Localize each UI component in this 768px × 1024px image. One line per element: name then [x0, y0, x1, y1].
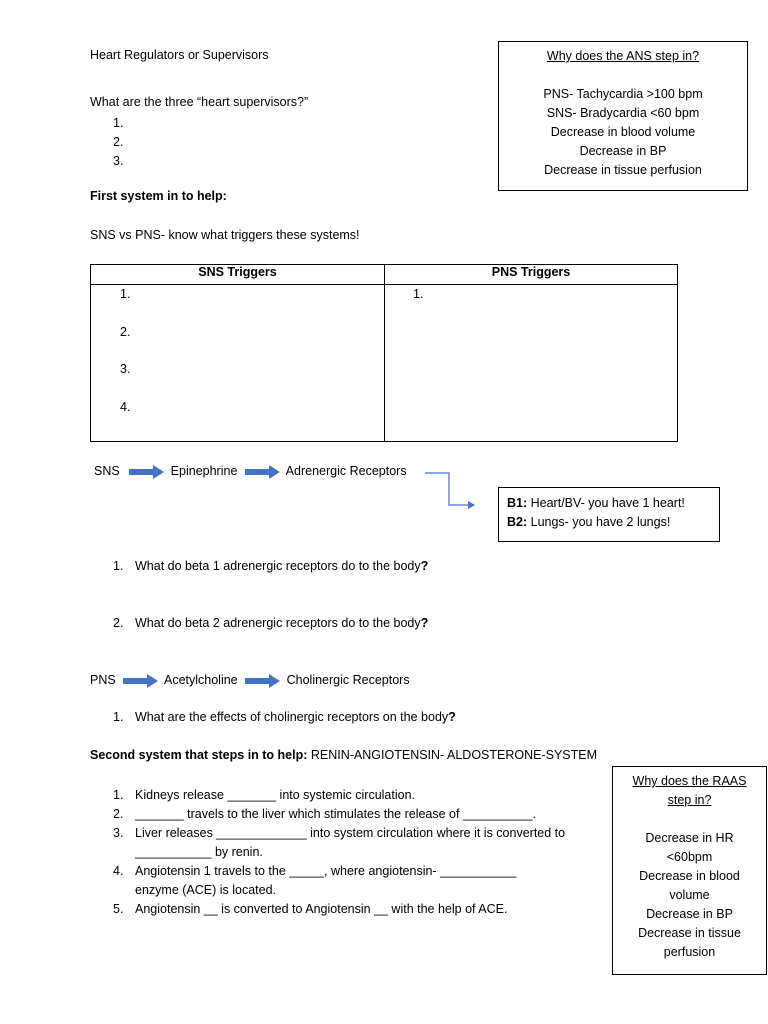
receptor-box — [498, 487, 720, 542]
list-number: 2. — [113, 616, 124, 630]
supervisors-question: What are the three “heart supervisors?” — [90, 95, 309, 109]
list-item: 5. Angiotensin __ is converted to Angiotensin __ with the help of ACE. — [113, 902, 508, 916]
list-item: ___________ by renin. — [135, 845, 263, 859]
sns-flow-middle: Epinephrine — [170, 464, 238, 478]
raas-box-title: Why does the RAAS — [632, 774, 747, 788]
right-arrow-icon — [245, 674, 281, 688]
b1-text: Heart/BV- you have 1 heart! — [527, 496, 685, 510]
list-item: 1. — [113, 116, 124, 130]
list-item: 2. — [113, 135, 124, 149]
list-item: 1. Kidneys release _______ into systemic circulation. — [113, 788, 416, 802]
sns-flow-end: Adrenergic Receptors — [285, 464, 407, 478]
ans-box-line: Decrease in tissue perfusion — [544, 163, 702, 177]
sns-flow — [94, 464, 407, 479]
supervisors-list — [113, 114, 123, 171]
pns-flow-middle: Acetylcholine — [163, 673, 238, 687]
pns-flow-end: Cholinergic Receptors — [286, 673, 410, 687]
raas-box-title: step in? — [667, 793, 712, 807]
raas-box-line: Decrease in BP — [646, 907, 733, 921]
sns-triggers-cell — [91, 285, 385, 442]
question-text: What do beta 2 adrenergic receptors do to the body — [135, 616, 421, 630]
ans-box-title: Why does the ANS step in? — [546, 49, 700, 63]
list-item: 3. — [113, 154, 124, 168]
connector-arrow-icon — [424, 468, 476, 512]
second-system-value: RENIN-ANGIOTENSIN- ALDOSTERONE-SYSTEM — [307, 748, 598, 762]
list-item: 2. — [120, 325, 131, 339]
pns-flow — [90, 673, 410, 688]
beta-question-1 — [113, 557, 428, 576]
raas-box-line: <60bpm — [666, 850, 713, 864]
list-item: 1. — [413, 287, 424, 301]
sns-flow-start: SNS — [94, 464, 120, 478]
raas-box-line: Decrease in blood — [639, 869, 740, 883]
pns-flow-start: PNS — [90, 673, 116, 687]
second-system-label: Second system that steps in to help: — [90, 748, 308, 762]
b2-label: B2: — [507, 515, 528, 529]
pns-triggers-cell — [385, 285, 678, 442]
list-item: 3. — [120, 362, 131, 376]
raas-box — [612, 766, 767, 975]
first-system-label: First system in to help: — [90, 189, 227, 203]
b2-text: Lungs- you have 2 lungs! — [527, 515, 671, 529]
list-item: 1. — [120, 287, 131, 301]
sns-vs-pns-heading: SNS vs PNS- know what triggers these systems! — [90, 228, 360, 242]
question-mark: ? — [420, 559, 429, 573]
triggers-table — [90, 264, 678, 442]
page-title: Heart Regulators or Supervisors — [90, 48, 269, 62]
raas-box-line: Decrease in tissue — [638, 926, 741, 940]
list-number: 1. — [113, 559, 124, 573]
raas-box-line: volume — [669, 888, 710, 902]
beta-question-2 — [113, 614, 428, 633]
raas-box-line: Decrease in HR — [645, 831, 734, 845]
right-arrow-icon — [129, 465, 165, 479]
raas-box-line: perfusion — [663, 945, 716, 959]
pns-triggers-header: PNS Triggers — [385, 265, 678, 285]
second-system-heading — [90, 748, 597, 762]
list-item: 3. Liver releases _____________ into system circulation where it is converted to — [113, 826, 566, 840]
right-arrow-icon — [123, 674, 159, 688]
ans-box-line: PNS- Tachycardia >100 bpm — [543, 87, 703, 101]
right-arrow-icon — [245, 465, 281, 479]
ans-box-line: Decrease in blood volume — [550, 125, 696, 139]
b1-label: B1: — [507, 496, 528, 510]
ans-box-line: SNS- Bradycardia <60 bpm — [546, 106, 700, 120]
cholinergic-question — [113, 708, 456, 727]
ans-box-line: Decrease in BP — [579, 144, 667, 158]
list-number: 1. — [113, 710, 124, 724]
question-text: What do beta 1 adrenergic receptors do to the body — [135, 559, 421, 573]
list-item: 4. — [120, 400, 131, 414]
list-item: 4. Angiotensin 1 travels to the _____, where angiotensin- ___________ — [113, 864, 517, 878]
question-text: What are the effects of cholinergic receptors on the body — [135, 710, 449, 724]
question-mark: ? — [420, 616, 429, 630]
sns-triggers-header: SNS Triggers — [91, 265, 385, 285]
question-mark: ? — [448, 710, 456, 724]
ans-box — [498, 41, 748, 191]
list-item: enzyme (ACE) is located. — [135, 883, 277, 897]
raas-steps — [113, 786, 565, 919]
list-item: 2. _______ travels to the liver which stimulates the release of __________. — [113, 807, 536, 821]
